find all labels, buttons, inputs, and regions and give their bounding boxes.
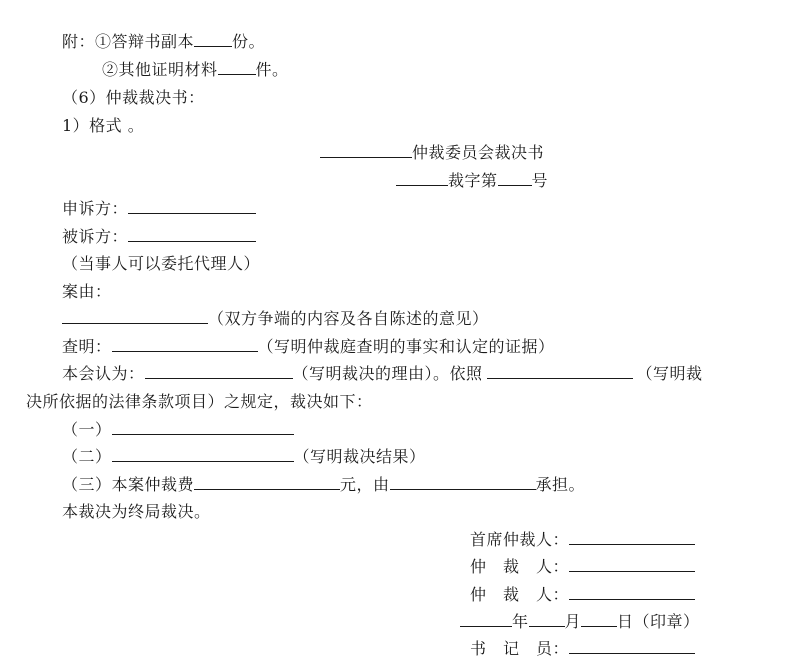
- appellant-label: 申诉方：: [62, 199, 129, 218]
- opinion-reason-note: （写明裁决的理由）。依照: [292, 364, 483, 383]
- section-6-title: （6）仲裁裁决书：: [62, 88, 205, 107]
- format-label: 1）格式 。: [62, 116, 145, 135]
- blank-field: [128, 199, 256, 214]
- blank-field: [498, 171, 532, 186]
- findings-label: 查明：: [62, 337, 112, 356]
- blank-field: [529, 612, 565, 627]
- document-header-ref: [396, 171, 548, 191]
- agent-note: （当事人可以委托代理人）: [62, 254, 261, 273]
- opinion-continuation: 决所依据的法律条款项目）之规定，裁决如下：: [26, 392, 373, 411]
- respondent-line: [62, 227, 256, 247]
- opinion-line: [62, 364, 703, 384]
- signature-chief: [470, 530, 695, 550]
- findings-line: [62, 337, 555, 357]
- cause-note: （双方争端的内容及各自陈述的意见）: [208, 309, 489, 328]
- arbitrator-2-label: 仲 裁 人：: [470, 585, 570, 604]
- ruling-three-end: 承担。: [535, 475, 586, 494]
- blank-field: [460, 612, 512, 627]
- ruling-three-line: [62, 475, 585, 495]
- opinion-law-note-start: （写明裁: [636, 364, 703, 383]
- arbitrator-1-label: 仲 裁 人：: [470, 557, 570, 576]
- signature-clerk: [470, 639, 695, 659]
- ruling-two-label: （二）: [62, 447, 112, 466]
- clerk-label: 书 记 员：: [470, 639, 570, 658]
- attachment-item-1-suffix: 份。: [232, 32, 266, 51]
- day-seal-label: 日（印章）: [617, 612, 700, 631]
- attachment-item-1-text: ①答辩书副本: [95, 32, 195, 51]
- blank-field: [62, 309, 208, 324]
- attachment-line-2: [102, 60, 289, 80]
- attachment-item-2-text: ②其他证明材料: [102, 60, 218, 79]
- attachment-item-2-suffix: 件。: [255, 60, 289, 79]
- ruling-one-line: [62, 420, 294, 440]
- signature-arbitrator-1: [470, 557, 695, 577]
- respondent-label: 被诉方：: [62, 227, 129, 246]
- ruling-two-line: [62, 447, 426, 467]
- year-label: 年: [512, 612, 529, 631]
- document-header-title: [320, 143, 544, 163]
- blank-field: [194, 475, 340, 490]
- blank-field: [396, 171, 448, 186]
- blank-field: [128, 227, 256, 242]
- blank-field: [569, 585, 695, 600]
- blank-field: [112, 447, 294, 462]
- committee-name: 仲裁委员会裁决书: [412, 143, 545, 162]
- cause-line: [62, 309, 489, 329]
- blank-field: [145, 364, 293, 379]
- signature-date: [460, 612, 700, 632]
- blank-field: [581, 612, 617, 627]
- blank-field: [569, 639, 695, 654]
- signature-arbitrator-2: [470, 585, 695, 605]
- attachment-prefix: 附：: [62, 32, 96, 51]
- blank-field: [194, 32, 232, 47]
- blank-field: [218, 60, 256, 75]
- ref-suffix: 号: [531, 171, 549, 190]
- findings-note: （写明仲裁庭查明的事实和认定的证据）: [257, 337, 555, 356]
- final-note: 本裁决为终局裁决。: [62, 502, 211, 521]
- cause-label: 案由：: [62, 282, 112, 301]
- blank-field: [320, 143, 412, 158]
- ruling-three-mid: 元，由: [340, 475, 390, 494]
- opinion-label: 本会认为：: [62, 364, 145, 383]
- blank-field: [112, 337, 258, 352]
- blank-field: [487, 364, 633, 379]
- blank-field: [112, 420, 294, 435]
- blank-field: [569, 530, 695, 545]
- attachment-line-1: [62, 32, 265, 52]
- month-label: 月: [564, 612, 582, 631]
- ref-text: 裁字第: [448, 171, 498, 190]
- ruling-one-label: （一）: [62, 420, 112, 439]
- blank-field: [569, 557, 695, 572]
- blank-field: [390, 475, 536, 490]
- ruling-three-text: （三）本案仲裁费: [62, 475, 195, 494]
- ruling-two-note: （写明裁决结果）: [293, 447, 426, 466]
- chief-arbitrator-label: 首席仲裁人：: [470, 530, 570, 549]
- appellant-line: [62, 199, 256, 219]
